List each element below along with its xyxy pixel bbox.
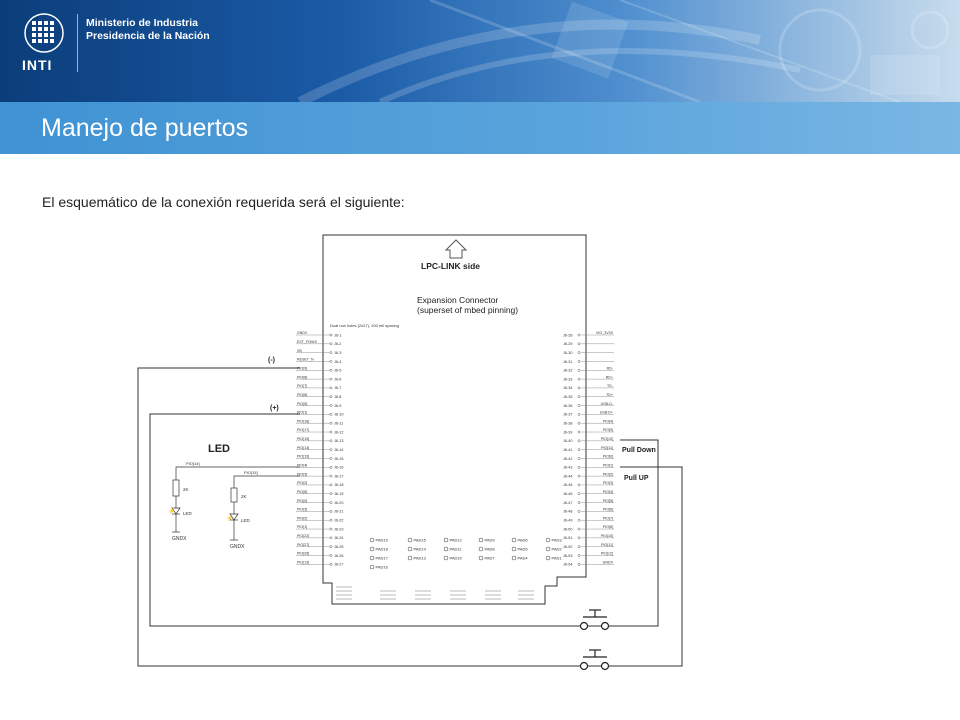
- right-pin-dot: [578, 378, 580, 380]
- right-pin-dot: [578, 466, 580, 468]
- right-pin-column: [563, 331, 614, 566]
- left-pin-label: J6-2: [334, 342, 342, 347]
- left-pin-dot: [330, 334, 332, 336]
- right-pin-dot: [578, 528, 580, 530]
- left-pin-label: J6-21: [334, 509, 344, 514]
- left-pin-dot: [330, 528, 332, 530]
- pad-label: PAD8: [484, 546, 495, 552]
- led1-light-icon: ⚡: [168, 509, 176, 515]
- pad-dot: [444, 547, 448, 551]
- right-pin-dot: [578, 413, 580, 415]
- pad-dot: [546, 556, 550, 560]
- right-pin-label: J6-33: [563, 377, 573, 382]
- pad-dot: [408, 556, 412, 560]
- pad-label: PAD5: [517, 546, 528, 552]
- up-arrow-icon: [446, 240, 466, 258]
- right-pin-dot: [578, 387, 580, 389]
- left-pin-signal: PIO[5]: [297, 401, 308, 406]
- logo-text: INTI: [22, 57, 53, 73]
- left-pin-dot: [330, 537, 332, 539]
- right-pin-signal: PIO[1]: [602, 463, 613, 468]
- left-pin-dot: [330, 510, 332, 512]
- right-pin-dot: [578, 440, 580, 442]
- left-pin-label: J6-7: [334, 386, 342, 391]
- left-pin-dot: [330, 404, 332, 406]
- left-pin-signal: EXT_POWX: [297, 340, 317, 345]
- left-pin-dot: [330, 519, 332, 521]
- left-pin-dot: [330, 466, 332, 468]
- left-pin-signal: PIO[18]: [297, 419, 310, 424]
- pad-label: PAD1: [551, 555, 562, 561]
- right-pin-signal: PIO[7]: [602, 516, 613, 521]
- pad-label: PAD19: [375, 537, 388, 543]
- pad-array: [370, 538, 562, 570]
- right-pin-signal: PIO[11]: [601, 542, 613, 547]
- pad-label: PAD18: [375, 546, 388, 552]
- right-pin-label: J6-34: [563, 386, 573, 391]
- left-pin-signal: PIO[3]: [297, 472, 308, 477]
- right-pin-dot: [578, 360, 580, 362]
- left-pin-signal: VB: [297, 348, 302, 353]
- pad-label: PAD14: [413, 546, 426, 552]
- right-pin-dot: [578, 352, 580, 354]
- pad-label: PAD12: [449, 537, 462, 543]
- pad-dot: [408, 538, 412, 542]
- pad-label: PAD3: [551, 537, 562, 543]
- left-pin-label: J6-15: [334, 456, 344, 461]
- right-pin-label: J6-48: [563, 509, 573, 514]
- pad-dot: [444, 538, 448, 542]
- right-pin-dot: [578, 546, 580, 548]
- right-pin-signal: TD-: [607, 384, 613, 389]
- left-pin-signal: PIO[22]: [297, 534, 310, 539]
- left-pin-signal: PIO[1]: [297, 525, 308, 530]
- right-pin-dot: [578, 563, 580, 565]
- pull-up-label: Pull UP: [624, 475, 649, 482]
- ministry-line1: Ministerio de Industria: [86, 17, 199, 29]
- right-pin-label: J6-29: [563, 342, 573, 347]
- pad-dot: [512, 556, 516, 560]
- left-pin-signal: PIO[1]: [297, 410, 308, 415]
- left-pin-dot: [330, 396, 332, 398]
- expansion-title: Expansion Connector: [417, 295, 499, 305]
- right-pin-signal: PIO[4]: [602, 419, 613, 424]
- right-pin-label: J6-40: [563, 439, 573, 444]
- right-pin-label: J6-49: [563, 518, 573, 523]
- led2-gnd: GNDX: [230, 544, 245, 550]
- pad-label: PAD16: [375, 564, 388, 570]
- left-pin-label: J6-9: [334, 403, 342, 408]
- led1-diode: LED: [183, 511, 192, 516]
- pushbutton-2-icon: [581, 650, 609, 670]
- right-pin-signal: PIO[3]: [602, 481, 613, 486]
- right-pin-signal: PIO[0]: [602, 454, 613, 459]
- right-pin-dot: [578, 519, 580, 521]
- right-pin-label: J6-52: [563, 544, 573, 549]
- pad-label: PAD13: [413, 555, 426, 561]
- right-pin-dot: [578, 510, 580, 512]
- pad-dot: [370, 565, 374, 569]
- left-pin-signal: PIO[3]: [297, 507, 308, 512]
- right-pin-dot: [578, 475, 580, 477]
- right-pin-label: J6-31: [563, 359, 573, 364]
- right-pin-label: J6-41: [563, 447, 573, 452]
- left-pin-signal: PIO[8]: [297, 375, 308, 380]
- left-pin-signal: PIO[14]: [297, 445, 310, 450]
- left-pin-label: J6-25: [334, 544, 344, 549]
- right-pin-dot: [578, 422, 580, 424]
- pad-dot: [546, 538, 550, 542]
- led-circuit-2: [230, 476, 300, 540]
- right-pin-dot: [578, 537, 580, 539]
- left-pin-dot: [330, 546, 332, 548]
- right-pin-signal: PIO[11]: [601, 445, 613, 450]
- led2-res: 2K: [241, 494, 247, 499]
- left-pin-label: J6-14: [334, 447, 344, 452]
- led1-gnd: GNDX: [172, 536, 187, 542]
- left-pin-signal: PIO[4]: [297, 463, 308, 468]
- right-pin-label: J6-32: [563, 368, 573, 373]
- right-pin-dot: [578, 404, 580, 406]
- pad-dot: [546, 547, 550, 551]
- left-pin-label: J6-26: [334, 553, 344, 558]
- right-pin-label: J6-45: [563, 483, 573, 488]
- pad-label: PAD11: [449, 546, 462, 552]
- led2-net: PIO[15]: [244, 470, 258, 475]
- right-pin-dot: [578, 554, 580, 556]
- left-pin-label: J6-12: [334, 430, 344, 435]
- right-pin-signal: USB-D-: [600, 401, 613, 406]
- pad-label: PAD17: [375, 555, 388, 561]
- led-circuit-1: [172, 467, 300, 532]
- left-pin-dot: [330, 449, 332, 451]
- right-pin-signal: RD+: [605, 375, 613, 380]
- right-pin-signal: PIO[12]: [600, 551, 613, 556]
- pull-down-label: Pull Down: [622, 447, 656, 454]
- left-pin-dot: [330, 431, 332, 433]
- left-pin-label: J6-5: [334, 368, 342, 373]
- minus-label: (-): [268, 357, 275, 364]
- left-pin-signal: PIO[13]: [297, 454, 310, 459]
- right-pin-signal: VIO_3V3X: [596, 331, 613, 336]
- led2-light-icon: ⚡: [226, 516, 234, 522]
- pad-label: PAD6: [517, 537, 528, 543]
- left-pin-dot: [330, 422, 332, 424]
- left-pin-signal: PIO[6]: [297, 392, 308, 397]
- left-pin-dot: [330, 475, 332, 477]
- right-pin-dot: [578, 396, 580, 398]
- plus-label: (+): [270, 405, 279, 412]
- left-pin-signal: PIO[9]: [297, 366, 308, 371]
- dual-row-note: Dual row holes (2x27), 100 mil spacing: [330, 323, 399, 328]
- right-pin-label: J6-46: [563, 492, 573, 497]
- led-label: LED: [208, 443, 230, 455]
- pad-dot: [479, 556, 483, 560]
- right-pin-dot: [578, 484, 580, 486]
- right-pin-label: J6-50: [563, 527, 573, 532]
- left-pin-dot: [330, 554, 332, 556]
- pad-dot: [408, 547, 412, 551]
- left-pin-dot: [330, 360, 332, 362]
- pushbutton-1-icon: [581, 610, 609, 630]
- ministry-line2: Presidencia de la Nación: [86, 30, 210, 42]
- right-pin-signal: PIO[10]: [600, 437, 613, 442]
- left-pin-signal: PIO[17]: [297, 428, 310, 433]
- left-pin-dot: [330, 563, 332, 565]
- right-pin-label: J6-47: [563, 500, 573, 505]
- left-pin-dot: [330, 493, 332, 495]
- left-pin-label: J6-10: [334, 412, 344, 417]
- left-pin-dot: [330, 440, 332, 442]
- left-pin-dot: [330, 352, 332, 354]
- right-pin-label: J6-36: [563, 403, 573, 408]
- left-pin-signal: RESET_N: [297, 357, 314, 362]
- pad-label: PAD4: [517, 555, 528, 561]
- left-pin-label: J6-22: [334, 518, 344, 523]
- left-pin-label: J6-4: [334, 359, 342, 364]
- right-pin-signal: PIO[8]: [602, 525, 613, 530]
- right-pin-dot: [578, 457, 580, 459]
- pad-dot: [370, 547, 374, 551]
- pad-dot: [479, 538, 483, 542]
- left-pin-column: [296, 331, 344, 566]
- right-pin-signal: GNDX: [602, 560, 613, 565]
- led1-net: PIO[14]: [186, 461, 200, 466]
- left-pin-label: J6-13: [334, 439, 344, 444]
- left-pin-signal: PIO[15]: [297, 437, 310, 442]
- left-pin-signal: PIO[28]: [297, 551, 310, 556]
- pad-dot: [370, 556, 374, 560]
- left-pin-dot: [330, 369, 332, 371]
- right-pin-signal: USB-D+: [599, 410, 613, 415]
- left-pin-dot: [330, 484, 332, 486]
- pad-label: PAD2: [551, 546, 562, 552]
- right-pin-label: J6-51: [563, 536, 573, 541]
- right-pin-dot: [578, 501, 580, 503]
- left-pin-signal: PIO[2]: [297, 481, 308, 486]
- left-pin-label: J6-8: [334, 395, 342, 400]
- right-pin-label: J6-39: [563, 430, 573, 435]
- right-pin-label: J6-54: [563, 562, 573, 567]
- left-pin-signal: PIO[2]: [297, 516, 308, 521]
- right-pin-signal: PIO[6]: [602, 507, 613, 512]
- left-pin-label: J6-3: [334, 350, 342, 355]
- left-pin-label: J6-17: [334, 474, 344, 479]
- expansion-subtitle: (superset of mbed pinning): [417, 305, 519, 315]
- led1-res: 2K: [183, 487, 189, 492]
- left-pin-label: J6-1: [334, 333, 342, 338]
- left-pin-signal: PIO[13]: [297, 560, 310, 565]
- left-pin-dot: [330, 413, 332, 415]
- left-pin-signal: PIO[27]: [297, 542, 310, 547]
- right-pin-dot: [578, 493, 580, 495]
- right-pin-dot: [578, 369, 580, 371]
- pad-label: PAD15: [413, 537, 426, 543]
- right-pin-label: J6-44: [563, 474, 573, 479]
- pad-dot: [512, 538, 516, 542]
- pad-label: PAD10: [449, 555, 462, 561]
- pad-label: PAD9: [484, 537, 495, 543]
- right-pin-signal: PIO[5]: [602, 498, 613, 503]
- right-pin-signal: PIO[4]: [602, 489, 613, 494]
- left-pin-label: J6-19: [334, 492, 344, 497]
- right-pin-dot: [578, 343, 580, 345]
- left-pin-label: J6-23: [334, 527, 344, 532]
- pad-dot: [479, 547, 483, 551]
- left-pin-label: J6-20: [334, 500, 344, 505]
- lpc-link-label: LPC-LINK side: [421, 261, 481, 271]
- pad-dot: [370, 538, 374, 542]
- right-pin-signal: PIO[2]: [602, 472, 613, 477]
- right-pin-signal: PIO[5]: [602, 428, 613, 433]
- right-pin-dot: [578, 334, 580, 336]
- left-pin-signal: GNDX: [297, 331, 308, 336]
- right-pin-label: J6-28: [563, 333, 573, 338]
- left-pin-dot: [330, 387, 332, 389]
- left-pin-dot: [330, 378, 332, 380]
- pad-label: PAD7: [484, 555, 495, 561]
- right-pin-label: J6-30: [563, 350, 573, 355]
- left-pin-signal: PIO[7]: [297, 384, 308, 389]
- right-pin-label: J6-53: [563, 553, 573, 558]
- right-pin-label: J6-35: [563, 395, 573, 400]
- left-pin-label: J6-6: [334, 377, 342, 382]
- bottom-label-clusters: [336, 587, 534, 599]
- left-pin-label: J6-24: [334, 536, 344, 541]
- right-pin-label: J6-43: [563, 465, 573, 470]
- left-pin-label: J6-18: [334, 483, 344, 488]
- pad-dot: [444, 556, 448, 560]
- page-title: Manejo de puertos: [41, 114, 249, 142]
- right-pin-dot: [578, 431, 580, 433]
- right-pin-dot: [578, 449, 580, 451]
- intro-text: El esquemático de la conexión requerida será el siguiente:: [42, 194, 405, 210]
- pad-dot: [512, 547, 516, 551]
- led2-diode: LED: [241, 518, 250, 523]
- right-pin-label: J6-38: [563, 421, 573, 426]
- left-pin-label: J6-16: [334, 465, 344, 470]
- left-pin-signal: PIO[0]: [297, 498, 308, 503]
- left-pin-dot: [330, 457, 332, 459]
- right-pin-label: J6-37: [563, 412, 573, 417]
- left-pin-signal: PIO[6]: [297, 489, 308, 494]
- left-pin-label: J6-11: [334, 421, 344, 426]
- right-pin-label: J6-42: [563, 456, 573, 461]
- left-pin-label: J6-27: [334, 562, 344, 567]
- right-pin-signal: TD+: [606, 392, 613, 397]
- right-pin-signal: PIO[10]: [600, 534, 613, 539]
- left-pin-dot: [330, 501, 332, 503]
- right-pin-signal: RD-: [606, 366, 613, 371]
- left-pin-dot: [330, 343, 332, 345]
